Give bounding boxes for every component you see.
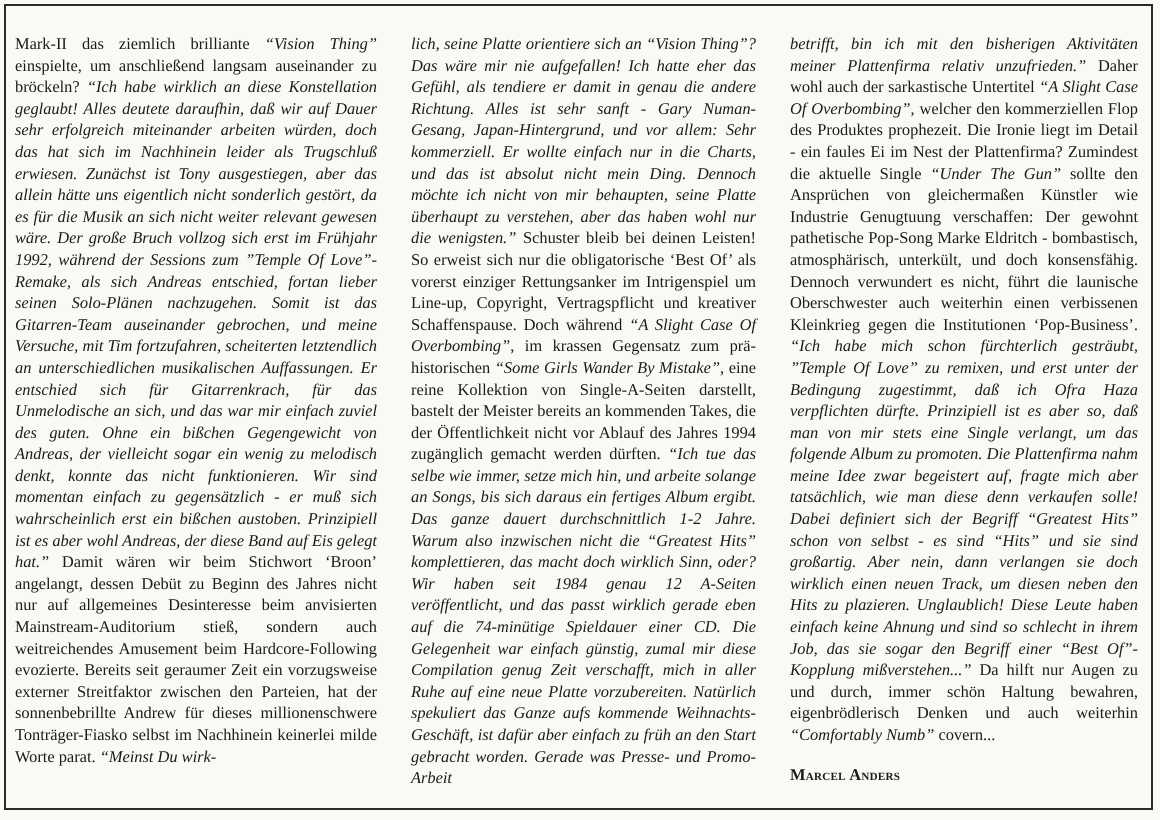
author-byline: Marcel Anders <box>790 764 901 784</box>
quote-text: “Comfortably Numb” <box>790 725 935 744</box>
article-column-1 <box>15 33 377 767</box>
body-text: sollte den Ansprüchen von gleichermaßen Künstler wie Industrie Genugtuung verschaffen: Der gewohnt pathetische Pop-Song Marke Eldritch - bombastisch, atmosphärisch, unterkült, und doch konsensfähig. Dennoch verwundert es nicht, führt die launische Oberschwester auch weiterhin einen verbissenen Kleinkrieg gegen die Institutionen ‘Pop-Business’. <box>790 163 1138 334</box>
quote-text: “A Slight Case Of Overbombing” <box>790 77 1138 118</box>
quote-text: betrifft, bin ich mit den bisherigen Aktivitäten meiner Plattenfirma relativ unzufrieden.” <box>790 34 1138 75</box>
body-text: , welcher den kommerziellen Flop des Produktes prophezeit. Die Ironie liegt im Detail - ein faules Ei im Nest der Plattenfirma? Zumindest die aktuelle Single <box>790 98 1138 183</box>
quote-text: “Ich habe wirklich an diese Konstellation geglaubt! Alles deutete daraufhin, daß wir auf Dauer sehr erfolgreich miteinander arbeiten würden, doch das hat sich im Nachhinein leider als Trugschluß erwiesen. Zunächst ist Tony ausgestiegen, aber das allein hätte uns eigentlich nicht sonderlich gestört, da es für die Musik an sich nicht weiter relevant gewesen wäre. Der große Bruch vollzog sich erst im Frühjahr 1992, während der Sessions zum ”Temple Of Love”-Remake, als sich Andreas entschied, fortan lieber seinen Solo-Plänen nachzugehen. Somit ist das Gitarren-Team auseinander gebrochen, und meine Versuche, mit Tim fortzufahren, scheiterten letztendlich an unterschiedlichen musikalischen Auffassungen. Er entschied sich für Gitarrenkrach, für das Unmelodische an sich, und das war mir einfach zuviel des guten. Ohne ein bißchen Gegengewicht von Andreas, der vielleicht sogar ein wenig zu melodisch denkt, konnte das nicht funktionieren. Wir sind momentan einfach zu gegensätzlich - er muß sich wahrscheinlich erst ein bißchen austoben. Prinzipiell ist es aber wohl Andreas, der diese Band auf Eis gelegt hat.” <box>15 77 377 572</box>
body-text: , eine reine Kollektion von Single-A-Seiten darstellt, bastelt der Meister bereits an kommenden Takes, die der Öffentlichkeit nicht vor Ablauf des Jahres 1994 zugänglich gemacht werden dürften. <box>411 357 757 464</box>
body-text: Da hilft nur Augen zu und durch, immer schön Haltung bewahren, eigenbrödlerisch Denken und auch weiterhin <box>790 660 1138 723</box>
quote-text: “Some Girls Wander By Mistake” <box>494 357 721 377</box>
body-text: Damit wären wir beim Stichwort ‘Broon’ angelangt, dessen Debüt zu Beginn des Jahres nicht nur auf allgemeines Desinteresse beim anvisierten Mainstream-Auditorium stieß, sondern auch weitreichendes Amusement beim Hardcore-Following evozierte. Bereits seit geraumer Zeit ein vorzugsweise externer Streitfaktor zwischen den Parteien, hat der sonnenbebrillte Andrew für dieses millionenschwere Tonträger-Fiasko selbst im Nachhinein keinerlei milde Worte parat. <box>15 552 377 766</box>
quote-text: lich, seine Platte orientiere sich an “Vision Thing”? Das wäre mir nie aufgefallen! Ich hatte eher das Gefühl, als tendiere er damit in genau die andere Richtung. Alles ist sehr sanft - Gary Numan-Gesang, Japan-Hintergrund, und vor allem: Sehr kommerziell. Er wollte einfach nur in die Charts, und das ist absolut nicht mein Ding. Dennoch möchte ich nicht von mir behaupten, seine Platte überhaupt zu verstehen, aber das haben wohl nur die wenigsten.” <box>411 34 756 248</box>
quote-text: “Under The Gun” <box>930 163 1062 183</box>
body-text: einspielte, um anschließend langsam auseinander zu bröckeln? <box>15 55 377 97</box>
quote-text: “Ich tue das selbe wie immer, setze mich hin, und arbeite solange an Songs, bis sich daraus ein fertiges Album ergibt. Das ganze dauert durchschnittlich 1-2 Jahre. Warum also inzwischen nicht die “Greatest Hits” komplettieren, das macht doch wirklich Sinn, oder? Wir haben seit 1984 genau 12 A-Seiten veröffentlicht, und das passt wirklich gerade eben auf die 74-minütige Spieldauer einer CD. Die Gelegenheit war einfach günstig, zumal mir diese Compilation genug Zeit verschafft, mich in aller Ruhe auf eine neue Platte vorzubereiten. Natürlich spekuliert das Ganze aufs kommende Weihnachts-Geschäft, ist dafür aber einfach zu früh an den Start gebracht worden. Gerade was Presse- und Promo-Arbeit <box>411 444 756 788</box>
article-column-3 <box>790 33 1138 785</box>
quote-text: “Ich habe mich schon fürchterlich gesträubt, ”Temple Of Love” zu remixen, und erst unter der Bedingung zugestimmt, daß ich Ofra Haza verpflichten dürfte. Prinzipiell ist es aber so, daß man von mir stets eine Single verlangt, um das folgende Album zu promoten. Die Plattenfirma nahm meine Idee zwar begeistert auf, fragte mich aber tatsächlich, wie man diese denn verkaufen solle! Dabei definiert sich der Begriff “Greatest Hits” schon von selbst - es sind “Hits” und sie sind großartig. Aber nein, dann verlangen sie doch wirklich einen neuen Track, um diesen neben den Hits zu plazieren. Unglaublich! Diese Leute haben einfach keine Ahnung und sind so schlecht in ihrem Job, das sie sogar den Begriff einer “Best Of”-Kopplung mißverstehen...” <box>790 336 1138 680</box>
column-2-text <box>411 33 756 789</box>
quote-text: “A Slight Case Of Overbombing” <box>411 314 756 356</box>
body-text: Schuster bleib bei deinen Leisten! So erweist sich nur die obligatorische ‘Best Of’ als vorerst einziger Rettungsanker im Intrigenspiel um Line-up, Copyright, Vertragspflicht und kreativer Schaffenspause. Doch während <box>411 228 757 334</box>
body-text: covern... <box>934 725 996 744</box>
column-3-text <box>790 33 1138 746</box>
quote-text: “Meinst Du wirk- <box>99 746 217 766</box>
body-text: Mark-II das ziemlich brilliante <box>15 34 265 53</box>
quote-text: “Vision Thing” <box>264 34 377 53</box>
body-text: Daher wohl auch der sarkastische Untertitel <box>790 55 1139 97</box>
article-column-2 <box>411 33 756 789</box>
body-text: , im krassen Gegensatz zum prä-historischen <box>411 336 756 377</box>
column-1-text <box>15 33 377 767</box>
